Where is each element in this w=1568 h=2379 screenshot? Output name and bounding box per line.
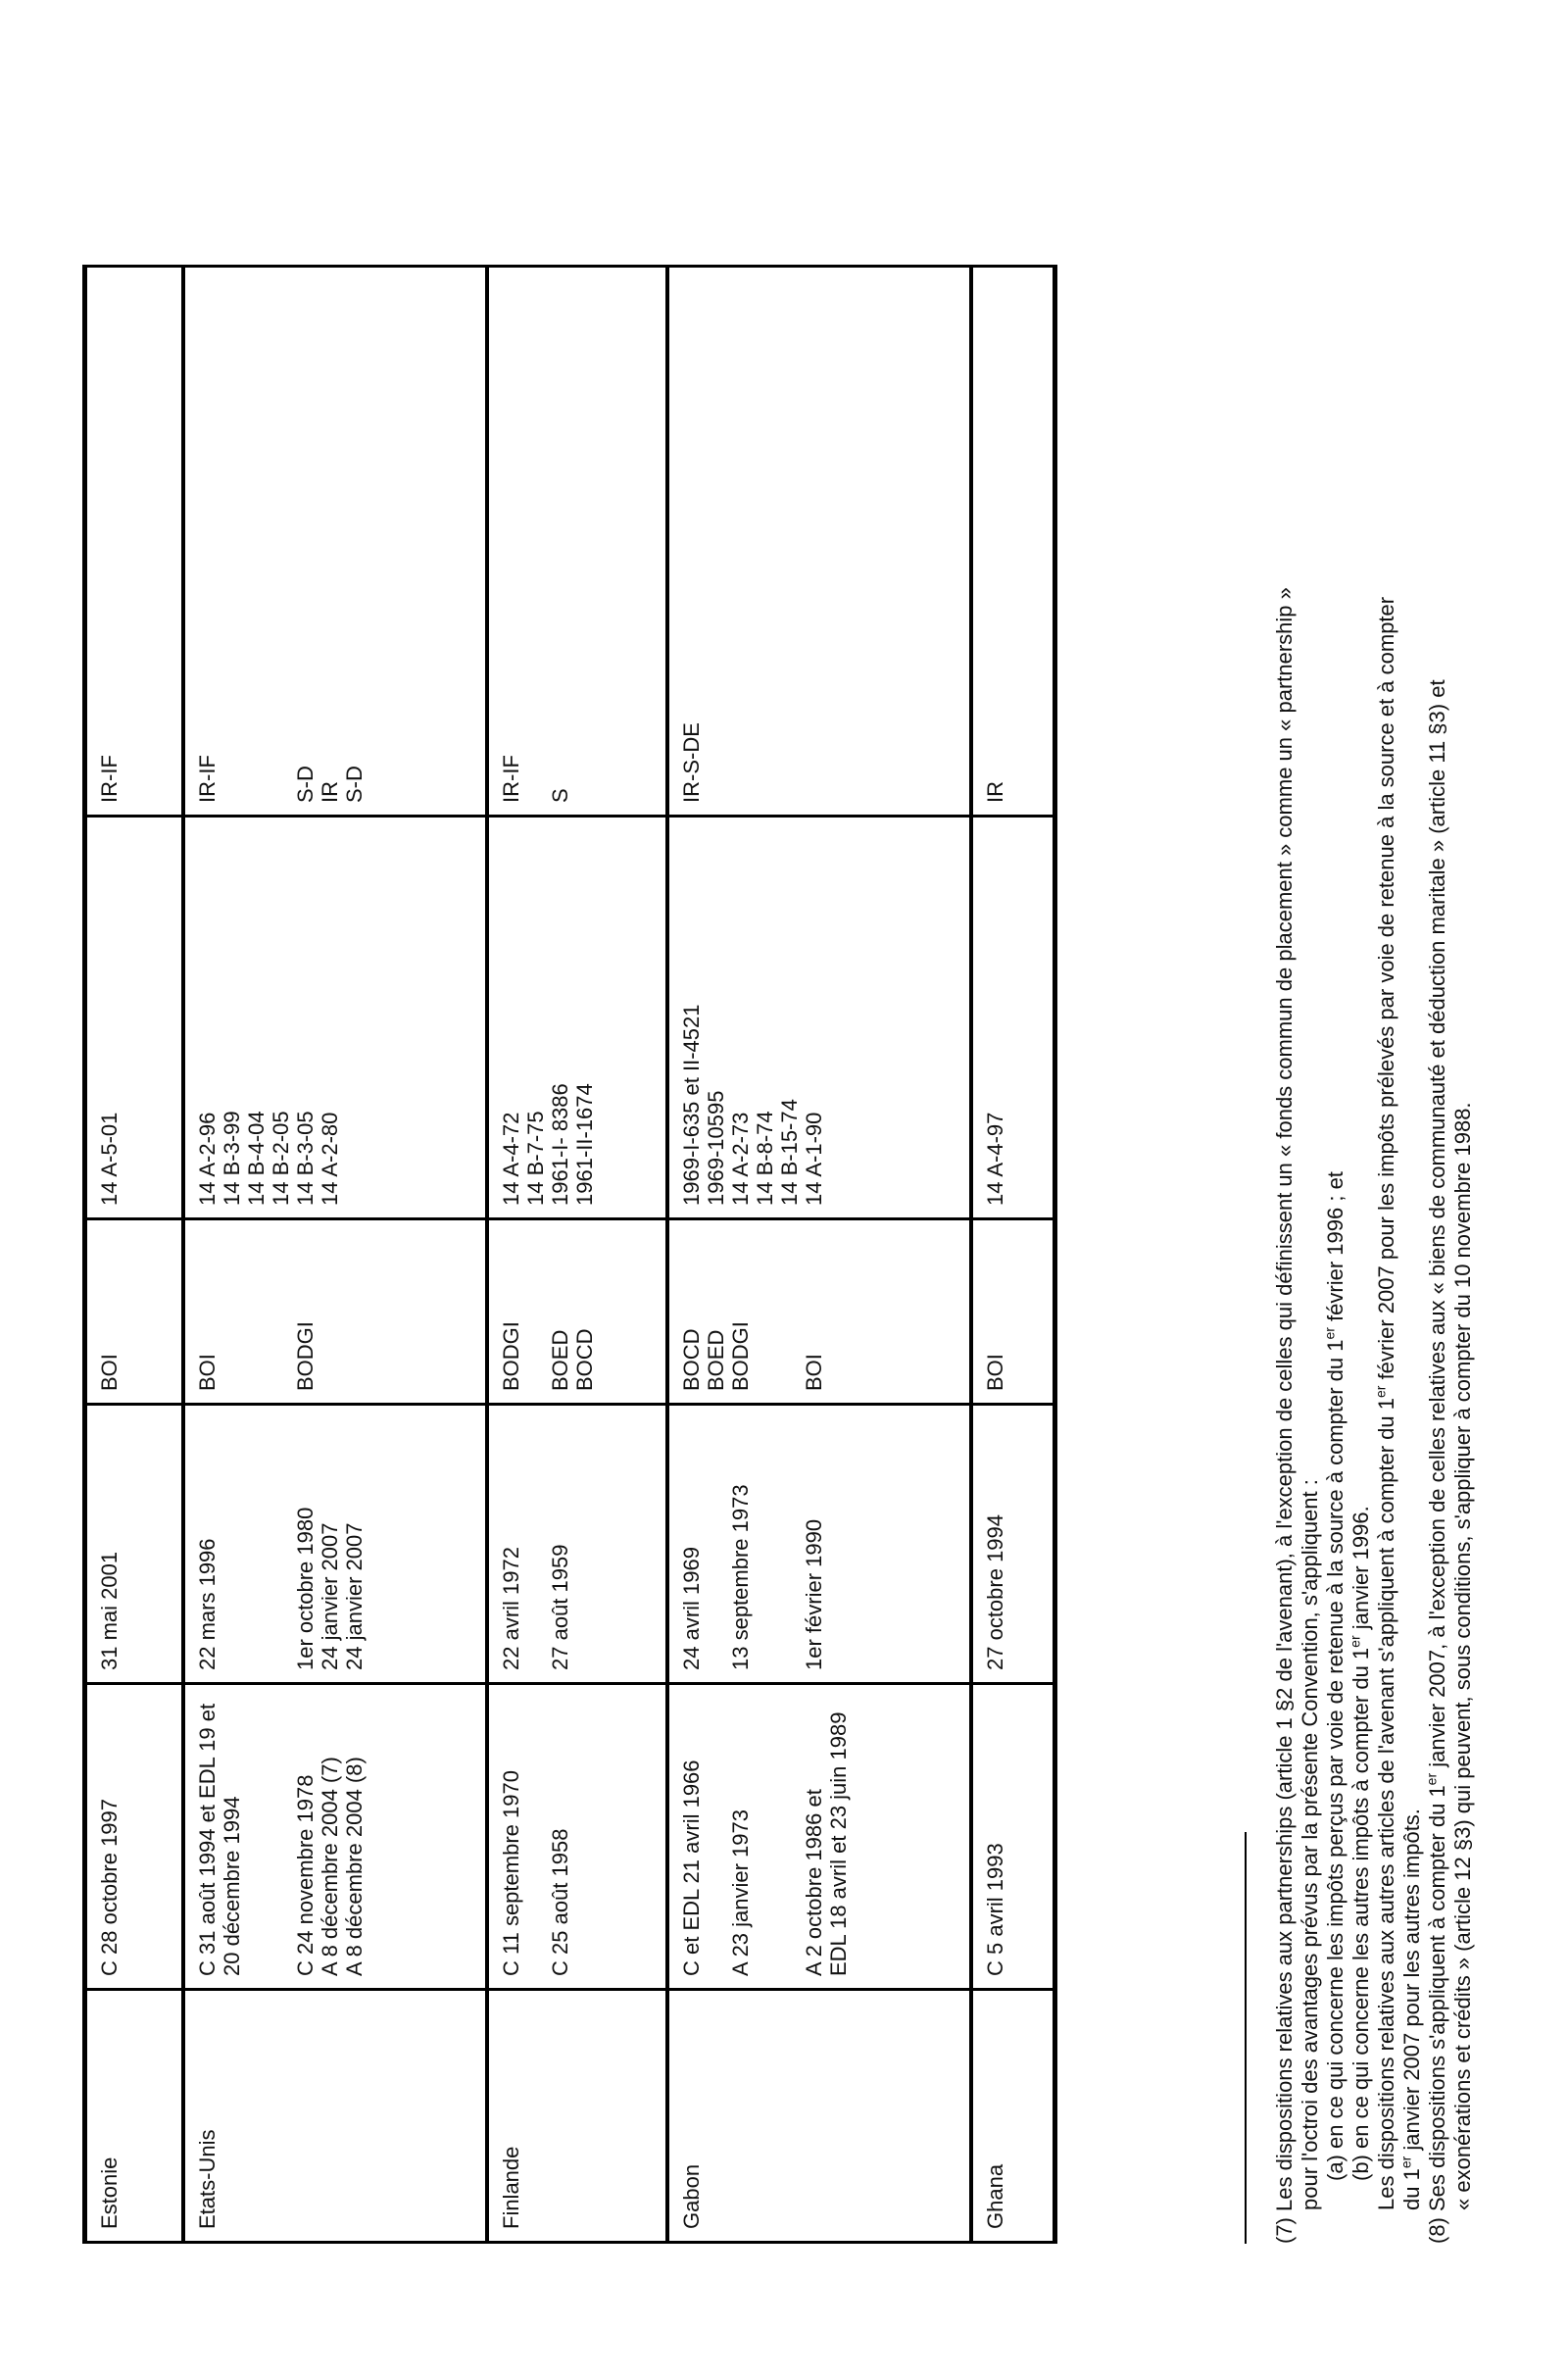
cell-line: 22 mars 1996 xyxy=(194,1538,220,1670)
cell-line: 14 B-2-05 xyxy=(268,1111,293,1206)
cell-taxes xyxy=(183,267,487,817)
cell-line: IR xyxy=(982,781,1007,803)
cell-line xyxy=(342,1232,367,1391)
cell-line xyxy=(220,279,244,803)
cell-taxes xyxy=(667,267,971,817)
cell-line xyxy=(777,1417,802,1670)
cell-line: 14 A-5-01 xyxy=(97,1112,122,1206)
cell-line: 1er octobre 1980 xyxy=(292,1507,318,1670)
cell-line: IR-IF xyxy=(194,755,220,803)
cell-line: EDL 18 avril et 23 juin 1989 xyxy=(825,1711,851,1976)
footnote-7-line-1: (7) Les dispositions relatives aux partnerships (article 1 §2 de l'avenant), à l'exception de celles qui définissent un « fonds commun de placement » comme un « partnership » xyxy=(1272,587,1297,2244)
cell-taxes xyxy=(85,267,183,817)
cell-pub xyxy=(85,1219,183,1405)
table-row xyxy=(85,267,183,2243)
cell-line: BOED xyxy=(547,1329,572,1391)
cell-line: 14 B-7-75 xyxy=(522,1111,548,1206)
cell-country xyxy=(971,1990,1055,2243)
cell-line xyxy=(777,1697,802,1976)
cell-line: C 5 avril 1993 xyxy=(982,1843,1007,1976)
cell-instrument xyxy=(183,1684,487,1990)
conventions-table xyxy=(82,265,1057,2244)
cell-line: BODGI xyxy=(727,1321,753,1391)
cell-date xyxy=(667,1405,971,1684)
cell-line: 22 avril 1972 xyxy=(498,1547,523,1670)
cell-ref xyxy=(971,817,1055,1219)
cell-line: BOI xyxy=(97,1354,122,1391)
cell-line: S-D xyxy=(292,766,318,803)
cell-line xyxy=(523,1417,548,1670)
footnote-7-item-b: (b) en ce qui concerne les autres impôts à compter du 1er janvier 1996. xyxy=(1347,1506,1373,2181)
cell-line: IR-IF xyxy=(97,755,122,803)
cell-ref xyxy=(667,817,971,1219)
cell-line xyxy=(269,1417,293,1670)
footnote-7-line-c: Les dispositions relatives aux autres articles de l'avenant s'appliquent à compter du 1er février 2007 pour les impôts prélevés par voie de retenue à la source et à compter xyxy=(1372,596,1398,2210)
footnote-rule xyxy=(1245,1832,1247,2244)
cell-instrument xyxy=(971,1684,1055,1990)
cell-taxes xyxy=(971,267,1055,817)
cell-line: 14 B-3-99 xyxy=(219,1111,244,1206)
cell-line xyxy=(753,1232,777,1391)
table-row xyxy=(667,267,971,2243)
cell-ref xyxy=(183,817,487,1219)
cell-line: 14 A-4-97 xyxy=(982,1112,1007,1206)
cell-line xyxy=(269,279,293,803)
cell-line: A 8 décembre 2004 (7) xyxy=(317,1757,342,1976)
cell-line: 14 A-2-96 xyxy=(194,1112,220,1206)
cell-line: C 11 septembre 1970 xyxy=(498,1770,523,1976)
cell-line: A 23 janvier 1973 xyxy=(727,1809,753,1976)
cell-line: 14 A-4-72 xyxy=(498,1112,523,1206)
cell-date xyxy=(971,1405,1055,1684)
cell-line: 27 octobre 1994 xyxy=(982,1513,1007,1670)
cell-line xyxy=(523,1697,548,1976)
cell-text: Gabon xyxy=(678,2163,704,2229)
cell-line: IR-S-DE xyxy=(678,722,704,803)
cell-line xyxy=(318,1232,342,1391)
cell-line: 1969-I-635 et II-4521 xyxy=(678,1004,704,1206)
cell-country xyxy=(183,1990,487,2243)
cell-line: BOED xyxy=(703,1329,728,1391)
cell-instrument xyxy=(487,1684,667,1990)
cell-line: 27 août 1959 xyxy=(547,1544,572,1670)
cell-line: 14 A-1-90 xyxy=(801,1112,826,1206)
cell-country xyxy=(487,1990,667,2243)
cell-line xyxy=(244,1417,269,1670)
cell-line xyxy=(523,1232,548,1391)
cell-line: S xyxy=(547,788,572,803)
cell-line xyxy=(777,1232,802,1391)
footnote-7-item-a: (a) en ce qui concerne les impôts perçus par voie de retenue à la source à compter du 1er février 1996 ; et xyxy=(1321,1171,1348,2181)
cell-line: 24 janvier 2007 xyxy=(341,1522,367,1670)
cell-line xyxy=(704,1697,728,1976)
cell-date xyxy=(183,1405,487,1684)
cell-line: 24 janvier 2007 xyxy=(317,1522,342,1670)
cell-ref xyxy=(85,817,183,1219)
cell-line: 1er février 1990 xyxy=(801,1518,826,1670)
cell-line: 1961-I- 8386 xyxy=(547,1083,572,1206)
cell-line: 31 mai 2001 xyxy=(97,1551,122,1670)
cell-line: BOI xyxy=(801,1354,826,1391)
cell-line: 1969-10595 xyxy=(703,1090,728,1206)
cell-line: 14 B-8-74 xyxy=(752,1111,777,1206)
cell-line xyxy=(704,1417,728,1670)
footnote-7-line-2: pour l'octroi des avantages prévus par la présente Convention, s'appliquent : xyxy=(1298,1479,1322,2210)
footnote-8-line-2: « exonérations et crédits » (article 12 §3) qui peuvent, sous conditions, s'appliquer à compter du 10 novembre 1988. xyxy=(1450,1102,1475,2210)
cell-line: A 8 décembre 2004 (8) xyxy=(341,1757,367,1976)
cell-ref xyxy=(487,817,667,1219)
cell-line xyxy=(244,279,269,803)
cell-line: 24 avril 1969 xyxy=(678,1547,704,1670)
cell-country xyxy=(85,1990,183,2243)
cell-line xyxy=(342,829,367,1206)
cell-line xyxy=(753,1697,777,1976)
cell-text: Etats-Unis xyxy=(194,2129,220,2229)
table-row xyxy=(183,267,487,2243)
cell-pub xyxy=(487,1219,667,1405)
cell-line xyxy=(753,1417,777,1670)
cell-taxes xyxy=(487,267,667,817)
cell-line: BOI xyxy=(194,1354,220,1391)
footnote-8-line-1: (8) Ses dispositions s'appliquent à compter du 1er janvier 2007, à l'exception de celles relatives aux « biens de communauté et déduction maritale » (article 11 §3) et xyxy=(1423,679,1449,2244)
cell-line: BODGI xyxy=(498,1321,523,1391)
cell-line xyxy=(523,279,548,803)
cell-line xyxy=(269,1232,293,1391)
cell-line: 14 B-3-05 xyxy=(292,1111,318,1206)
cell-date xyxy=(85,1405,183,1684)
cell-line: 1961-II-1674 xyxy=(571,1083,597,1206)
footnote-7-line-d: du 1er janvier 2007 pour les autres impôts. xyxy=(1397,1809,1424,2210)
cell-line: BOCD xyxy=(571,1328,597,1391)
cell-line: BOI xyxy=(982,1354,1007,1391)
cell-line: 14 A-2-80 xyxy=(317,1112,342,1206)
cell-line xyxy=(269,1697,293,1976)
cell-line: C 25 août 1958 xyxy=(547,1828,572,1976)
cell-text: Ghana xyxy=(982,2163,1007,2229)
cell-line xyxy=(244,1697,269,1976)
cell-date xyxy=(487,1405,667,1684)
footnotes xyxy=(1245,58,1476,2244)
cell-country xyxy=(667,1990,971,2243)
table-row xyxy=(971,267,1055,2243)
cell-line: 14 B-4-04 xyxy=(243,1111,269,1206)
cell-line: BOCD xyxy=(678,1328,704,1391)
cell-line: S-D xyxy=(341,766,367,803)
cell-line: C 31 août 1994 et EDL 19 et xyxy=(194,1703,220,1976)
cell-pub xyxy=(667,1219,971,1405)
cell-line: IR xyxy=(317,781,342,803)
cell-line: C 28 octobre 1997 xyxy=(97,1798,122,1976)
cell-line: 13 septembre 1973 xyxy=(727,1484,753,1670)
cell-line: 14 B-15-74 xyxy=(776,1099,802,1206)
cell-line: IR-IF xyxy=(498,755,523,803)
cell-text: Estonie xyxy=(97,2156,122,2229)
cell-line xyxy=(244,1232,269,1391)
cell-line: A 2 octobre 1986 et xyxy=(801,1789,826,1976)
cell-instrument xyxy=(85,1684,183,1990)
cell-line xyxy=(220,1232,244,1391)
cell-text: Finlande xyxy=(498,2146,523,2229)
table-row xyxy=(487,267,667,2243)
cell-pub xyxy=(183,1219,487,1405)
cell-line: 14 A-2-73 xyxy=(727,1112,753,1206)
cell-line: C 24 novembre 1978 xyxy=(292,1774,318,1976)
cell-instrument xyxy=(667,1684,971,1990)
cell-line: C et EDL 21 avril 1966 xyxy=(678,1759,704,1976)
cell-line: 20 décembre 1994 xyxy=(219,1796,244,1976)
cell-pub xyxy=(971,1219,1055,1405)
cell-line xyxy=(220,1417,244,1670)
cell-line: BODGI xyxy=(292,1321,318,1391)
